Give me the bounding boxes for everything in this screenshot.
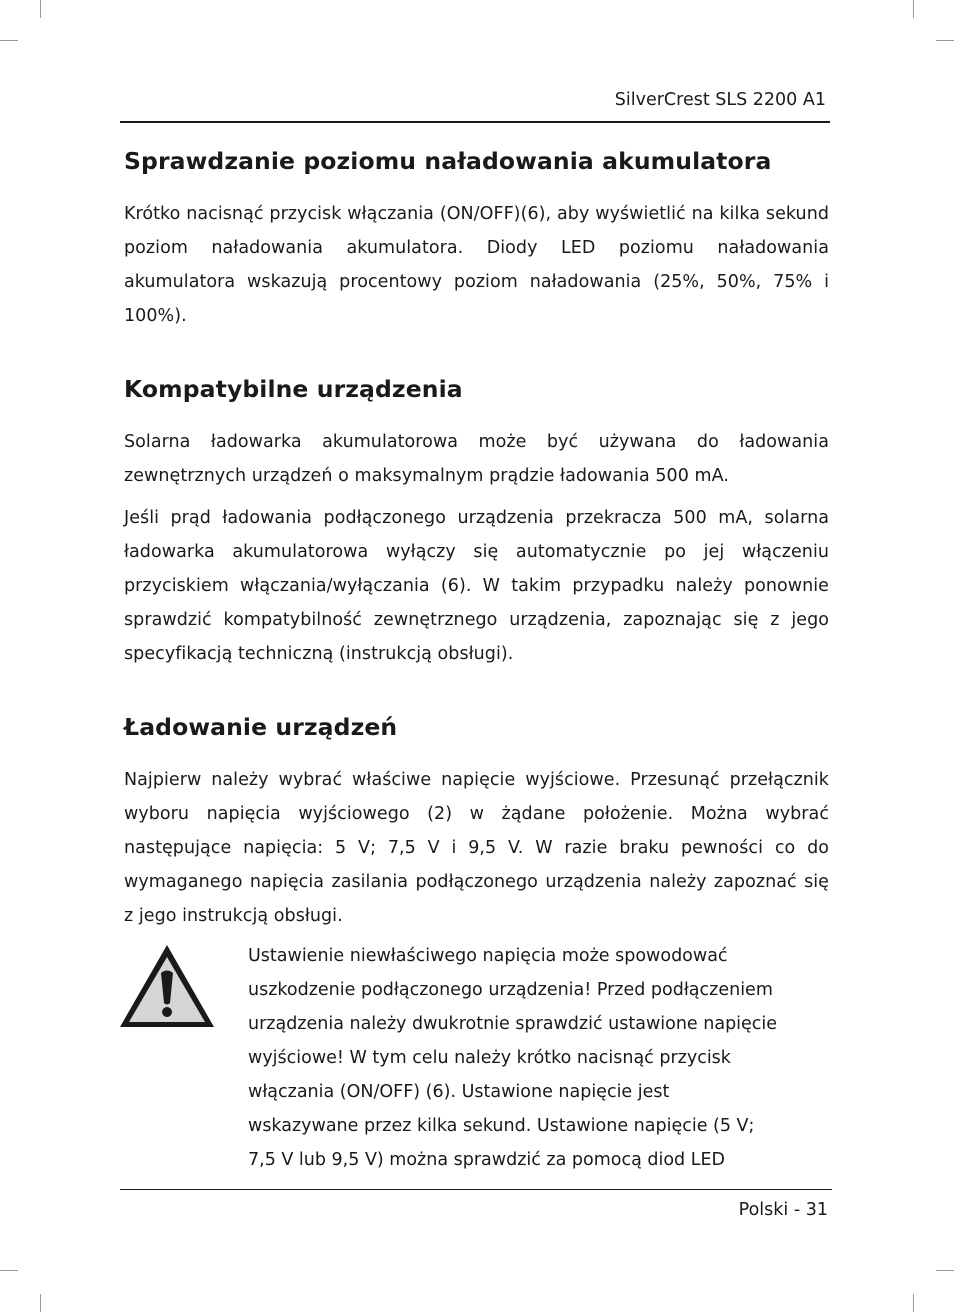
section-heading-charging-devices: Ładowanie urządzeń [124,713,398,741]
warning-line: wyjściowe! W tym celu należy krótko nacisnąć przycisk [248,1048,731,1068]
warning-line: włączania (ON/OFF) (6). Ustawione napięcie jest [248,1082,670,1102]
crop-mark [0,40,18,41]
section-heading-battery-level: Sprawdzanie poziomu naładowania akumulatora [124,147,772,175]
page-content [124,143,829,1179]
crop-mark [0,1270,18,1271]
crop-mark [936,40,954,41]
crop-mark [936,1270,954,1271]
section-heading-compatible-devices: Kompatybilne urządzenia [124,375,463,403]
warning-triangle-icon [118,943,216,1029]
warning-line: urządzenia należy dwukrotnie sprawdzić ustawione napięcie [248,1014,778,1034]
warning-text [248,939,808,1177]
crop-mark [913,1294,914,1312]
warning-block [124,939,829,1179]
header-divider [120,121,830,123]
warning-line: Ustawienie niewłaściwego napięcia może spowodować [248,946,728,966]
warning-line: wskazywane przez kilka sekund. Ustawione napięcie (5 V; [248,1116,755,1136]
footer-page-label: Polski - 31 [738,1200,828,1220]
crop-mark [40,1294,41,1312]
paragraph-battery-level: Krótko nacisnąć przycisk włączania (ON/OFF)(6), aby wyświetlić na kilka sekund poziom naładowania akumulatora. Diody LED poziomu naładowania akumulatora wskazują procentowy poziom naładowania (25%, 50%, 75% i 100%). [124,204,829,326]
header-model: SilverCrest SLS 2200 A1 [614,90,826,110]
crop-mark [40,0,41,18]
paragraph-compatible-1: Solarna ładowarka akumulatorowa może być używana do ładowania zewnętrznych urządzeń o maksymalnym prądzie ładowania 500 mA. [124,432,829,486]
paragraph-charging: Najpierw należy wybrać właściwe napięcie wyjściowe. Przesunąć przełącznik wyboru napięcia wyjściowego (2) w żądane położenie. Można wybrać następujące napięcia: 5 V; 7,5 V i 9,5 V. W razie braku pewności co do wymaganego napięcia zasilania podłączonego urządzenia należy zapoznać się z jego instrukcją obsługi. [124,770,829,926]
warning-line: uszkodzenie podłączonego urządzenia! Przed podłączeniem [248,980,773,1000]
paragraph-compatible-2: Jeśli prąd ładowania podłączonego urządzenia przekracza 500 mA, solarna ładowarka akumulatorowa wyłączy się automatycznie po jej włączeniu przyciskiem włączania/wyłączania (6). W takim przypadku należy ponownie sprawdzić kompatybilność zewnętrznego urządzenia, zapoznając się z jego specyfikacją techniczną (instrukcją obsługi). [124,508,829,664]
footer-divider [120,1189,832,1190]
warning-line: 7,5 V lub 9,5 V) można sprawdzić za pomocą diod LED [248,1150,726,1170]
crop-mark [913,0,914,18]
